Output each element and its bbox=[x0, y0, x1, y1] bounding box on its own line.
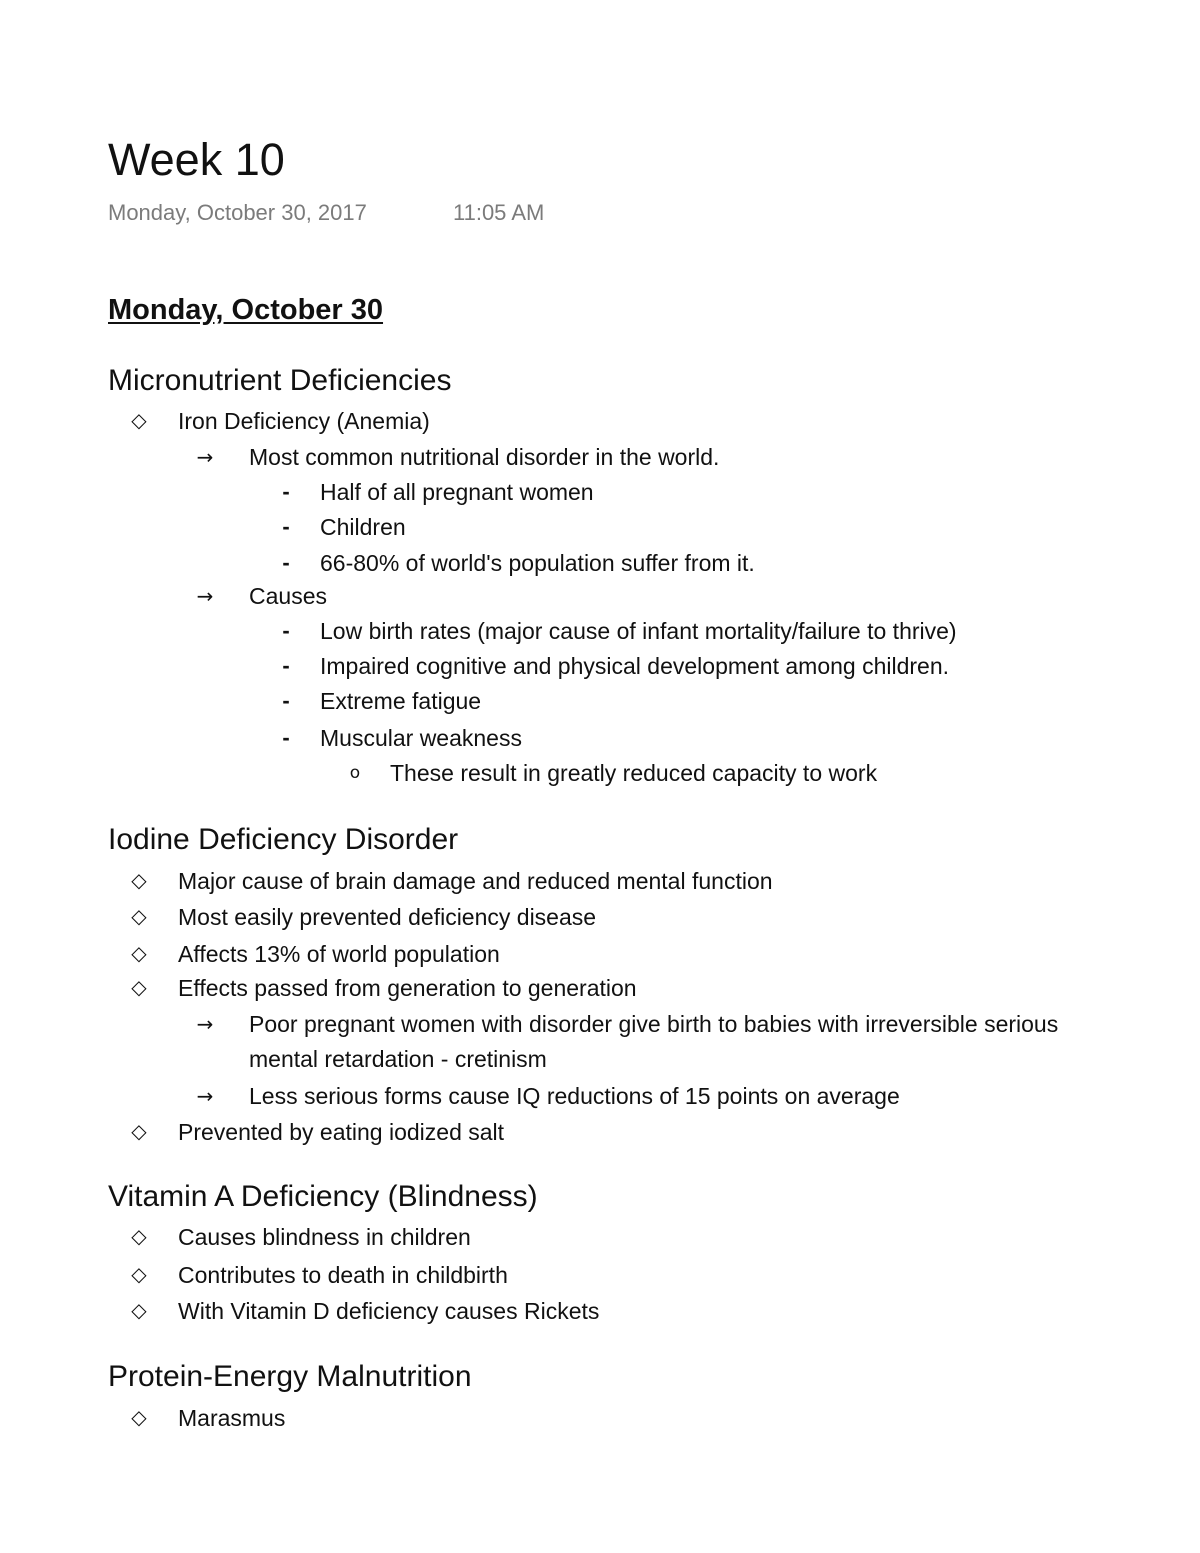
section-heading-vitamin-a: Vitamin A Deficiency (Blindness) bbox=[108, 1180, 538, 1213]
diamond-bullet-icon: ◇ bbox=[131, 1300, 147, 1322]
list-item bbox=[0, 579, 1200, 613]
dash-bullet-icon: - bbox=[282, 653, 290, 678]
list-item bbox=[0, 1079, 1200, 1113]
list-item-text: Major cause of brain damage and reduced mental function bbox=[178, 868, 773, 894]
day-heading: Monday, October 30 bbox=[108, 294, 384, 326]
list-item-text: Marasmus bbox=[178, 1405, 286, 1431]
list-item-text: Causes bbox=[249, 583, 327, 609]
list-item bbox=[0, 937, 1200, 971]
diamond-bullet-icon: ◇ bbox=[131, 1407, 147, 1429]
list-item bbox=[0, 1007, 1200, 1077]
list-item-text: Low birth rates (major cause of infant mortality/failure to thrive) bbox=[320, 618, 957, 644]
diamond-bullet-icon: ◇ bbox=[131, 977, 147, 999]
list-item bbox=[0, 684, 1200, 718]
list-item bbox=[0, 440, 1200, 474]
dash-bullet-icon: - bbox=[282, 725, 290, 750]
list-item bbox=[0, 971, 1200, 1005]
list-item-text: Causes blindness in children bbox=[178, 1224, 471, 1250]
list-item bbox=[0, 1220, 1200, 1254]
list-item-text: Poor pregnant women with disorder give birth to babies with irreversible serious mental retardation - cretinism bbox=[249, 1011, 1059, 1072]
list-item-text: Half of all pregnant women bbox=[320, 479, 594, 505]
note-time: 11:05 AM bbox=[453, 200, 545, 225]
list-item-text: 66-80% of world's population suffer from it. bbox=[320, 550, 755, 576]
section-heading-iodine: Iodine Deficiency Disorder bbox=[108, 823, 459, 856]
list-item-text: Most easily prevented deficiency disease bbox=[178, 904, 597, 930]
list-item bbox=[0, 1401, 1200, 1435]
list-item-text: Prevented by eating iodized salt bbox=[178, 1119, 505, 1145]
arrow-bullet-icon: → bbox=[196, 584, 214, 608]
arrow-bullet-icon: → bbox=[196, 445, 214, 469]
dash-bullet-icon: - bbox=[282, 479, 290, 504]
diamond-bullet-icon: ◇ bbox=[131, 870, 147, 892]
diamond-bullet-icon: ◇ bbox=[131, 1121, 147, 1143]
diamond-bullet-icon: ◇ bbox=[131, 1264, 147, 1286]
section-heading-protein: Protein-Energy Malnutrition bbox=[108, 1360, 472, 1393]
list-item-text: Contributes to death in childbirth bbox=[178, 1262, 508, 1288]
arrow-bullet-icon: → bbox=[196, 1084, 214, 1108]
list-item-text: Less serious forms cause IQ reductions of 15 points on average bbox=[249, 1083, 900, 1109]
note-date: Monday, October 30, 2017 bbox=[108, 200, 367, 225]
list-item-text: Effects passed from generation to generation bbox=[178, 975, 637, 1001]
arrow-bullet-icon: → bbox=[196, 1012, 214, 1036]
list-item-text: Affects 13% of world population bbox=[178, 941, 500, 967]
dash-bullet-icon: - bbox=[282, 550, 290, 575]
list-item bbox=[0, 404, 1200, 438]
list-item bbox=[0, 900, 1200, 934]
section-heading-micronutrient: Micronutrient Deficiencies bbox=[108, 364, 452, 397]
list-item bbox=[0, 1258, 1200, 1292]
list-item-text: These result in greatly reduced capacity to work bbox=[390, 760, 878, 786]
dash-bullet-icon: - bbox=[282, 688, 290, 713]
list-item bbox=[0, 510, 1200, 544]
dash-bullet-icon: - bbox=[282, 618, 290, 643]
list-item bbox=[0, 1115, 1200, 1149]
list-item-text: Iron Deficiency (Anemia) bbox=[178, 408, 430, 434]
diamond-bullet-icon: ◇ bbox=[131, 906, 147, 928]
list-item bbox=[0, 721, 1200, 755]
list-item-text: Most common nutritional disorder in the world. bbox=[249, 444, 720, 470]
list-item-text: Extreme fatigue bbox=[320, 688, 482, 714]
list-item bbox=[0, 756, 1200, 790]
diamond-bullet-icon: ◇ bbox=[131, 943, 147, 965]
list-item bbox=[0, 649, 1200, 683]
list-item-text: Impaired cognitive and physical development among children. bbox=[320, 653, 950, 679]
list-item bbox=[0, 864, 1200, 898]
list-item-text: Muscular weakness bbox=[320, 725, 522, 751]
diamond-bullet-icon: ◇ bbox=[131, 410, 147, 432]
diamond-bullet-icon: ◇ bbox=[131, 1226, 147, 1248]
list-item-text: With Vitamin D deficiency causes Rickets bbox=[178, 1298, 600, 1324]
list-item-text: Children bbox=[320, 514, 406, 540]
circle-bullet-icon: o bbox=[349, 763, 361, 783]
list-item bbox=[0, 546, 1200, 580]
list-item bbox=[0, 475, 1200, 509]
page-title: Week 10 bbox=[108, 134, 285, 185]
list-item bbox=[0, 614, 1200, 648]
dash-bullet-icon: - bbox=[282, 514, 290, 539]
list-item bbox=[0, 1294, 1200, 1328]
